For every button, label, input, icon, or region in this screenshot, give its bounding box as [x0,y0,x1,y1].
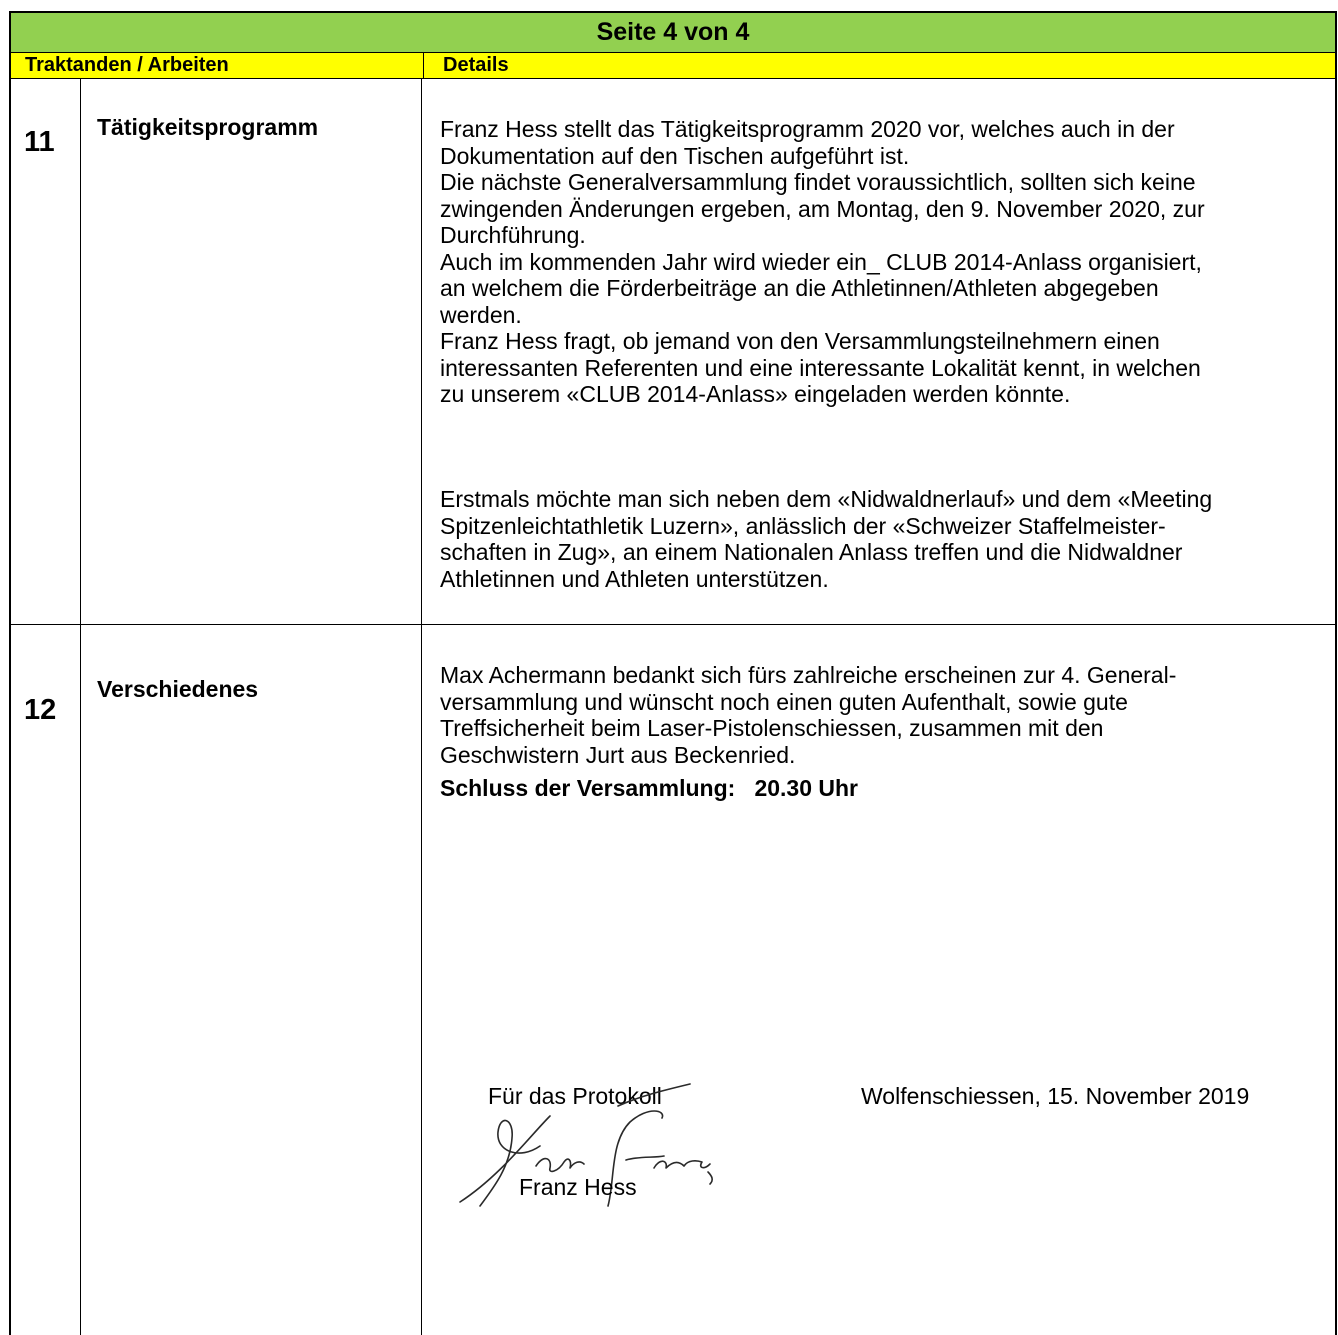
page-title-bar [9,11,1337,54]
item-11-paragraph-1 [440,116,1330,408]
text-line: Auch im kommenden Jahr wird wieder ein_ CLUB 2014-Anlass organisiert, [440,248,1202,275]
text-line: Treffsicherheit beim Laser-Pistolenschiessen, zusammen mit den [440,715,1104,741]
details-column-line [421,79,422,1335]
text-line: Franz Hess fragt, ob jemand von den Versammlungsteilnehmern einen [440,328,1160,354]
text-line: Geschwistern Jurt aus Beckenried. [440,741,796,768]
place-and-date: Wolfenschiessen, 15. November 2019 [861,1083,1250,1109]
table-header-row [9,53,1337,79]
signer-name: Franz Hess [519,1174,637,1200]
item-11-paragraph-2 [440,486,1330,592]
item-title-taetigkeitsprogramm: Tätigkeitsprogramm [97,114,319,140]
text-line: zu unserem «CLUB 2014-Anlass» eingeladen werden könnte. [440,381,1071,407]
header-details: Details [443,54,509,76]
number-column-line [80,79,81,1335]
item-number-12: 12 [24,694,57,726]
text-line: Die nächste Generalversammlung findet voraussichtlich, sollten sich keine [440,169,1196,195]
text-line: zwingenden Änderungen ergeben, am Montag, den 9. November 2020, zur [440,195,1205,222]
text-line: schaften in Zug», an einem Nationalen Anlass treffen und die Nidwaldner [440,539,1183,565]
text-line: Erstmals möchte man sich neben dem «Nidwaldnerlauf» und dem «Meeting [440,486,1213,512]
text-line: Max Achermann bedankt sich fürs zahlreiche erscheinen zur 4. General- [440,662,1177,688]
text-line: Dokumentation auf den Tischen aufgeführt ist. [440,142,910,169]
row-separator [9,624,1337,625]
header-traktanden: Traktanden / Arbeiten [25,54,229,76]
meeting-closing-time: Schluss der Versammlung: 20.30 Uhr [440,775,858,801]
text-line: werden. [440,301,522,328]
text-line: an welchem die Förderbeiträge an die Athletinnen/Athleten abgegeben [440,275,1159,301]
text-line: Franz Hess stellt das Tätigkeitsprogramm 2020 vor, welches auch in der [440,116,1175,142]
item-12-paragraph-1 [440,662,1330,768]
item-number-11: 11 [24,126,55,158]
text-line: Spitzenleichtathletik Luzern», anlässlich der «Schweizer Staffelmeister- [440,512,1166,539]
page-title: Seite 4 von 4 [596,18,750,46]
text-line: versammlung und wünscht noch einen guten Aufenthalt, sowie gute [440,688,1128,715]
text-line: Durchführung. [440,222,586,248]
protocol-label: Für das Protokoll [488,1083,662,1109]
text-line: Athletinnen und Athleten unterstützen. [440,565,829,592]
text-line: interessanten Referenten und eine interessante Lokalität kennt, in welchen [440,354,1201,381]
header-divider [423,53,424,78]
item-title-verschiedenes: Verschiedenes [97,676,259,702]
